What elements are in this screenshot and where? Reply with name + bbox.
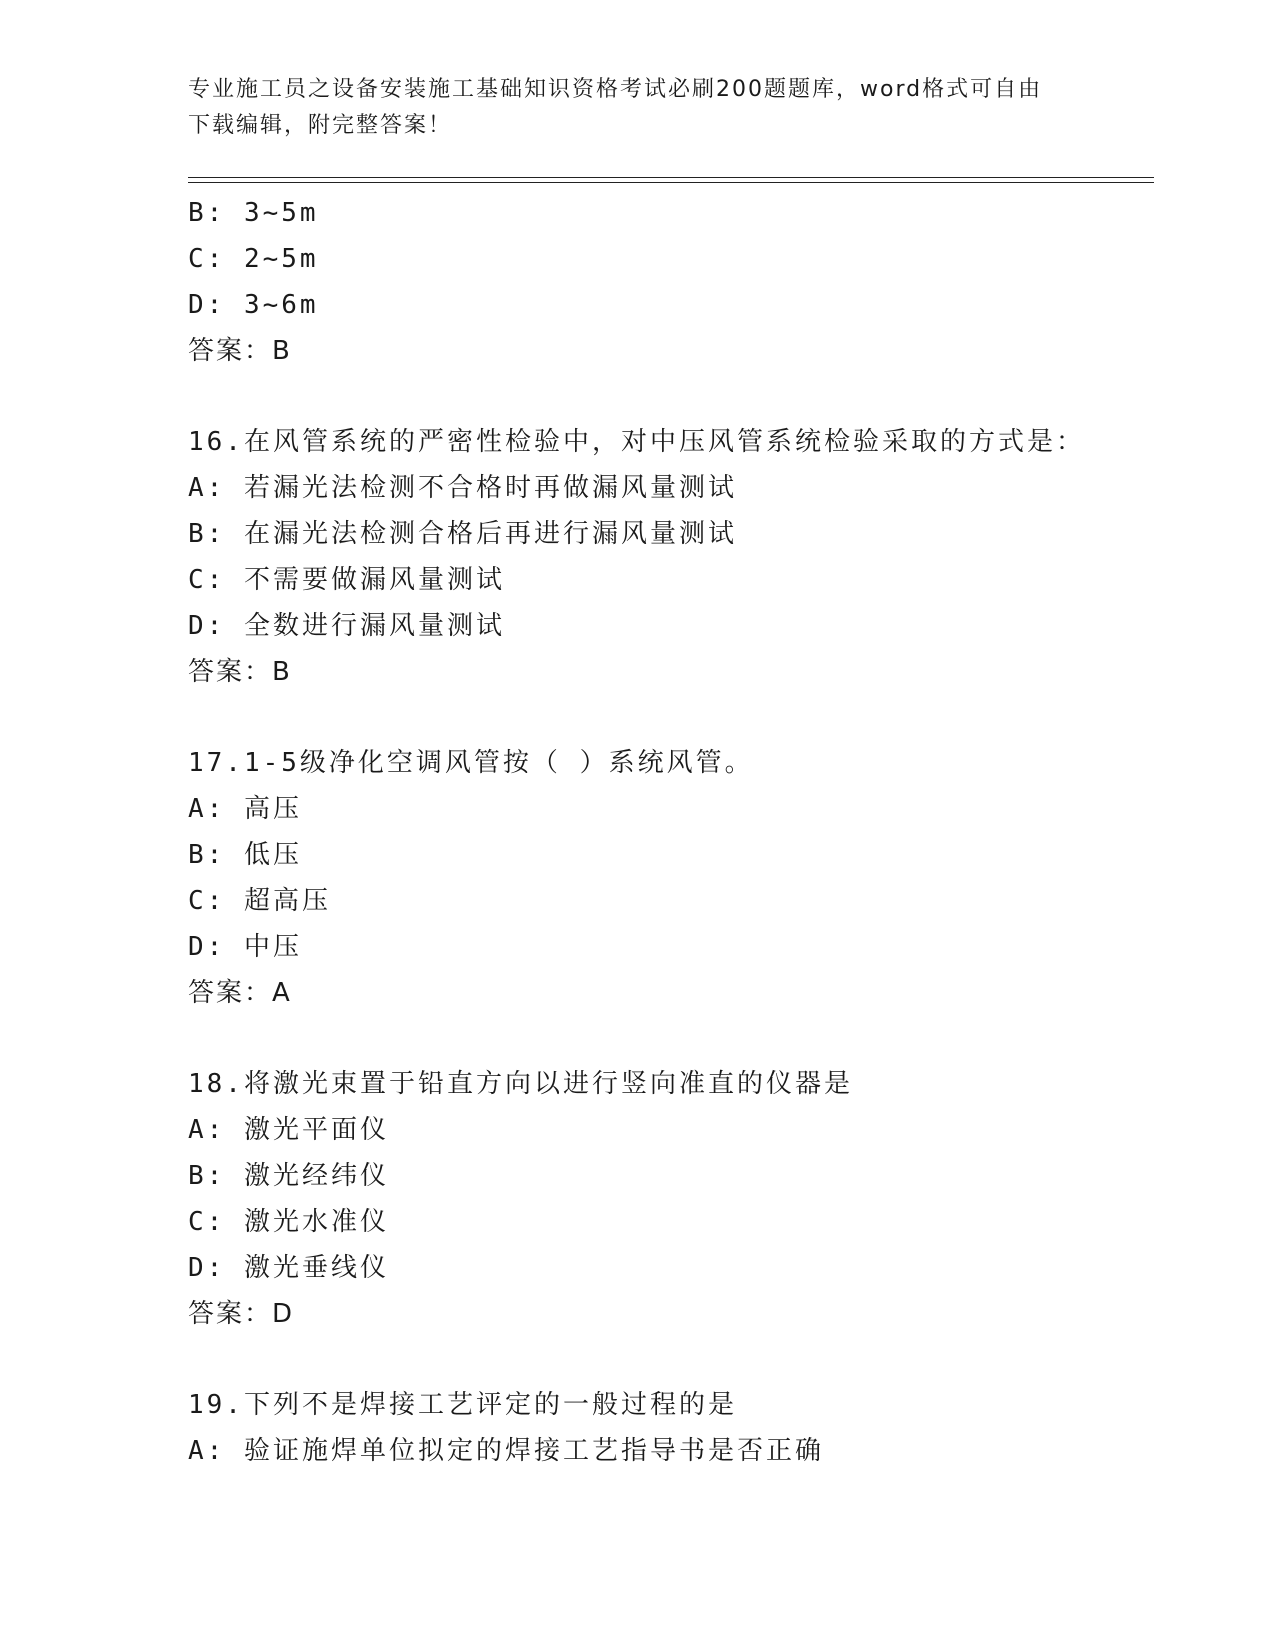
header-title-line-1: 专业施工员之设备安装施工基础知识资格考试必刷200题题库，word格式可自由 [188, 77, 1043, 102]
answer-line: 答案：B [188, 336, 292, 366]
question-block-18 [188, 1061, 1148, 1337]
option-b: B: 激光经纬仪 [188, 1161, 389, 1191]
question-block-19 [188, 1382, 1148, 1474]
option-d: D: 全数进行漏风量测试 [188, 611, 505, 641]
header-title-line-2: 下载编辑，附完整答案！ [188, 113, 453, 138]
question-stem: 17.1-5级净化空调风管按（ ）系统风管。 [188, 748, 754, 778]
option-c: C: 2~5m [188, 244, 319, 274]
question-block-15 [188, 190, 1148, 374]
option-a: A: 激光平面仪 [188, 1115, 389, 1145]
question-block-17 [188, 740, 1148, 1016]
option-d: D: 3~6m [188, 290, 319, 320]
option-a: A: 若漏光法检测不合格时再做漏风量测试 [188, 473, 737, 503]
option-b: B: 在漏光法检测合格后再进行漏风量测试 [188, 519, 737, 549]
header-divider-bottom [188, 182, 1154, 183]
answer-line: 答案：B [188, 657, 292, 687]
option-d: D: 中压 [188, 932, 302, 962]
question-stem: 19.下列不是焊接工艺评定的一般过程的是 [188, 1390, 737, 1420]
option-b: B: 3~5m [188, 198, 319, 228]
option-c: C: 不需要做漏风量测试 [188, 565, 505, 595]
question-block-16 [188, 419, 1148, 695]
option-c: C: 超高压 [188, 886, 331, 916]
answer-line: 答案：D [188, 1299, 295, 1329]
question-list [188, 190, 1148, 1474]
option-c: C: 激光水准仪 [188, 1207, 389, 1237]
option-a: A: 验证施焊单位拟定的焊接工艺指导书是否正确 [188, 1436, 824, 1466]
option-d: D: 激光垂线仪 [188, 1253, 389, 1283]
page-header-title [188, 72, 1088, 144]
option-b: B: 低压 [188, 840, 302, 870]
header-divider-top [188, 177, 1154, 178]
question-stem: 18.将激光束置于铅直方向以进行竖向准直的仪器是 [188, 1069, 853, 1099]
answer-line: 答案：A [188, 978, 292, 1008]
question-stem: 16.在风管系统的严密性检验中，对中压风管系统检验采取的方式是： [188, 427, 1085, 457]
option-a: A: 高压 [188, 794, 302, 824]
